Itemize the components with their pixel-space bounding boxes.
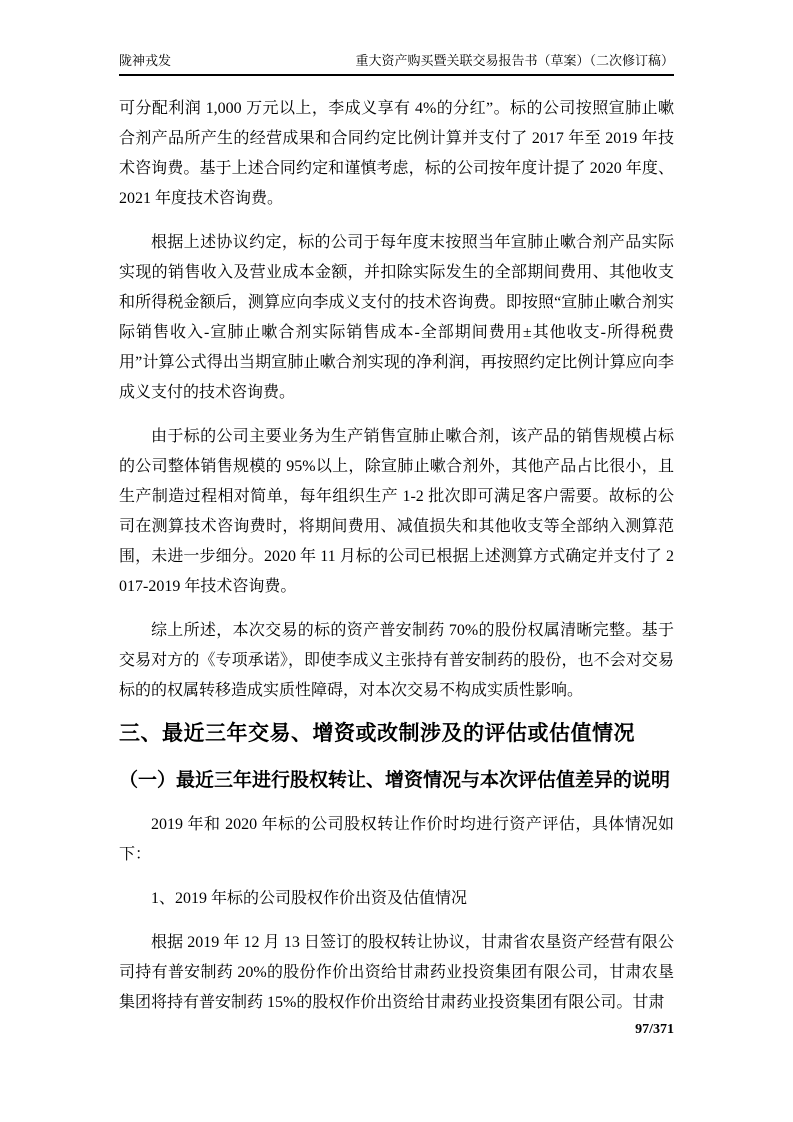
subsection-heading-3-1: （一）最近三年进行股权转让、增资情况与本次评估值差异的说明: [119, 770, 671, 791]
section-heading-3: 三、最近三年交易、增资或改制涉及的评估或估值情况: [119, 722, 635, 745]
paragraph-business-description: 由于标的公司主要业务为生产销售宣肺止嗽合剂，该产品的销售规模占标的公司整体销售规模的 95%以上，除宣肺止嗽合剂外，其他产品占比很小，且生产制造过程相对简单，每年组织生产 1-2 批次即可满足客户需要。故标的公司在测算技术咨询费时，将期间费用、减值损失和其他收支等全部纳入测算范围，未进一步细分。2020 年 11 月标的公司已根据上述测算方式确定并支付了 2017-2019 年技术咨询费。: [119, 428, 674, 595]
page-number: 97/371: [635, 1022, 674, 1037]
header-doc-title: 重大资产购买暨关联交易报告书（草案）（二次修订稿）: [355, 53, 674, 68]
paragraph-equity-transfer-2019: 根据 2019 年 12 月 13 日签订的股权转让协议，甘肃省农垦资产经营有限公司持有普安制药 20%的股份作价出资给甘肃药业投资集团有限公司，甘肃农垦集团将持有普安制药 15%的股权作价出资给甘肃药业投资集团有限公司。甘肃: [119, 934, 674, 1011]
paragraph-conclusion: 综上所述，本次交易的标的资产普安制药 70%的股份权属清晰完整。基于交易对方的《专项承诺》，即使李成义主张持有普安制药的股份，也不会对交易标的的权属转移造成实质性障碍，对本次交易不构成实质性影响。: [119, 622, 674, 699]
paragraph-agreement-calculation: 根据上述协议约定，标的公司于每年度末按照当年宣肺止嗽合剂产品实际实现的销售收入及营业成本金额，并扣除实际发生的全部期间费用、其他收支和所得税金额后，测算应向李成义支付的技术咨询费。即按照“宣肺止嗽合剂实际销售收入-宣肺止嗽合剂实际销售成本-全部期间费用±其他收支-所得税费用”计算公式得出当期宣肺止嗽合剂实现的净利润，再按照约定比例计算应向李成义支付的技术咨询费。: [119, 234, 674, 401]
paragraph-profit-carryover: 可分配利润 1,000 万元以上，李成义享有 4%的分红”。标的公司按照宣肺止嗽合剂产品所产生的经营成果和合同约定比例计算并支付了 2017 年至 2019 年技术咨询费。基于上述合同约定和谨慎考虑，标的公司按年度计提了 2020 年度、2021 年度技术咨询费。: [119, 100, 674, 207]
document-body: [119, 94, 674, 1018]
paragraph-assessment-intro: 2019 年和 2020 年标的公司股权转让作价时均进行资产评估，具体情况如下：: [119, 816, 674, 863]
header-company-name: 陇神戎发: [119, 53, 172, 68]
page-header: [119, 50, 674, 76]
page-footer: [119, 1022, 674, 1038]
list-item-1-2019-valuation: 1、2019 年标的公司股权作价出资及估值情况: [151, 890, 468, 907]
